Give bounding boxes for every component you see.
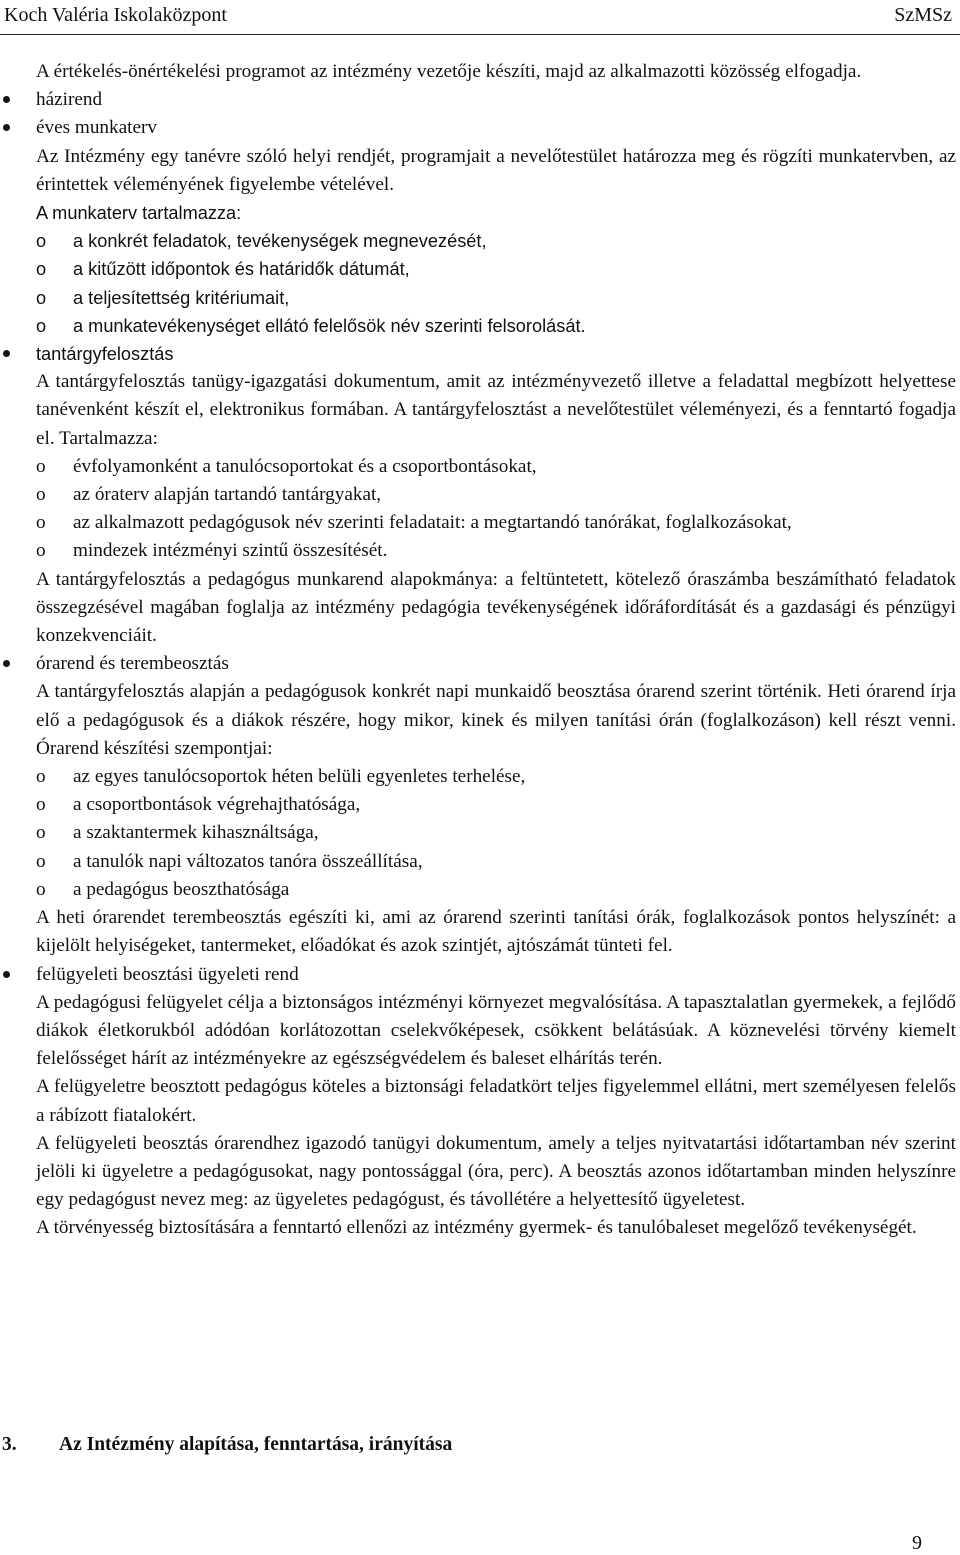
tantargyfelosztas-after: A tantárgyfelosztás a pedagógus munkarend alapokmánya: a feltüntetett, kötelező óraszámba beszámítható feladatok összegzésével magában foglalja az intézmény pedagógia tevékenységének időráfordítását és a gazdasági és pénzügyi konzekvenciáit. xyxy=(36,568,956,647)
munkaterv-item: o a teljesítettség kritériumait, xyxy=(36,284,956,312)
tantargyfelosztas-paragraph: A tantárgyfelosztás tanügy-igazgatási dokumentum, amit az intézményvezető illetve a feladattal megbízott helyettese tanévenként készít el, elektronikus formában. A tantárgyfelosztást a nevelőtestület véleményezi, és a fenntartó fogadja el. Tartalmazza: xyxy=(36,371,956,449)
munkaterv-item: o a munkatevékenységet ellátó felelősök név szerinti felsorolását. xyxy=(36,312,956,340)
intro-paragraph: A értékelés-önértékelési programot az intézmény vezetője készíti, majd az alkalmazotti közösség elfogadja. xyxy=(36,61,862,82)
felugyelet-paragraph: A felügyeleti beosztás órarendhez igazodó tanügyi dokumentum, amely a teljes nyitvatartási időtartamban név szerint jelöli ki ügyeletre a pedagógusokat, nagy pontossággal (óra, perc). A beosztás azonos időtartamban minden helyszínre egy pedagógust nevez meg: az ügyeletes pedagógust, és távollétére a helyettesítő ügyeletest. xyxy=(36,1132,956,1211)
header-institution: Koch Valéria Iskolaközpont xyxy=(4,4,227,26)
bullet-munkaterv: éves munkaterv xyxy=(36,114,956,142)
felugyelet-paragraph: A felügyeletre beosztott pedagógus köteles a biztonsági feladatkört teljes figyelemmel ellátni, mert személyesen felelős a rábízott fiatalokért. xyxy=(36,1076,956,1126)
orarend-item: o a pedagógus beoszthatósága xyxy=(36,876,956,904)
document-body xyxy=(36,58,956,1243)
orarend-item: o a szaktantermek kihasználtsága, xyxy=(36,819,956,847)
tantargyfelosztas-item: o az óraterv alapján tartandó tantárgyakat, xyxy=(36,481,956,509)
munkaterv-paragraph: Az Intézmény egy tanévre szóló helyi rendjét, programjait a nevelőtestület határozza meg és rögzíti munkatervben, az érintettek véleményének figyelembe vételével. xyxy=(36,145,956,195)
munkaterv-list-intro: A munkaterv tartalmazza: xyxy=(36,203,242,224)
bullet-orarend: órarend és terembeosztás xyxy=(36,650,956,678)
tantargyfelosztas-item: o évfolyamonként a tanulócsoportokat és a csoportbontásokat, xyxy=(36,453,956,481)
tantargyfelosztas-item: o az alkalmazott pedagógusok név szerinti feladatait: a megtartandó tanórákat, foglalkozásokat, xyxy=(36,509,956,537)
felugyelet-paragraph: A pedagógusi felügyelet célja a biztonságos intézményi környezet megvalósítása. A tapasztalatlan gyermekek, a fejlődő diákok életkorukból adódóan korlátozottan cselekvőképesek, csökkent belátásúak. A köznevelési törvény kiemelt felelősséget hárít az intézményekre az egészségvédelem és baleset elhárítás terén. xyxy=(36,991,956,1070)
orarend-paragraph: A tantárgyfelosztás alapján a pedagógusok konkrét napi munkaidő beosztása órarend szerint történik. Heti órarend írja elő a pedagógusok és a diákok részére, hogy mikor, kinek és milyen tanítási órán (foglalkozáson) kell részt venni. Órarend készítési szempontjai: xyxy=(36,681,956,759)
munkaterv-item: o a kitűzött időpontok és határidők dátumát, xyxy=(36,255,956,283)
orarend-item: o az egyes tanulócsoportok héten belüli egyenletes terhelése, xyxy=(36,763,956,791)
orarend-item: o a tanulók napi változatos tanóra összeállítása, xyxy=(36,848,956,876)
orarend-item: o a csoportbontások végrehajthatósága, xyxy=(36,791,956,819)
bullet-tantargyfelosztas: tantárgyfelosztás xyxy=(36,340,956,368)
header-document-code: SzMSz xyxy=(894,4,952,26)
section-number: 3. xyxy=(2,1434,17,1455)
page-header xyxy=(0,0,960,35)
orarend-after: A heti órarendet terembeosztás egészíti ki, ami az órarend szerinti tanítási órák, foglalkozások pontos helyszínét: a kijelölt helyiségeket, tantermeket, előadókat és azok szintjét, ajtószámát tünteti fel. xyxy=(36,907,956,957)
page-number: 9 xyxy=(912,1532,922,1554)
section-heading xyxy=(0,1431,452,1459)
felugyelet-paragraph: A törvényesség biztosítására a fenntartó ellenőzi az intézmény gyermek- és tanulóbaleset megelőző tevékenységét. xyxy=(36,1217,917,1239)
section-title: Az Intézmény alapítása, fenntartása, irányítása xyxy=(59,1434,453,1455)
munkaterv-item: o a konkrét feladatok, tevékenységek megnevezését, xyxy=(36,227,956,255)
tantargyfelosztas-item: o mindezek intézményi szintű összesítését. xyxy=(36,537,956,565)
bullet-felugyelet: felügyeleti beosztási ügyeleti rend xyxy=(36,961,956,989)
bullet-hazirend: házirend xyxy=(36,86,956,114)
